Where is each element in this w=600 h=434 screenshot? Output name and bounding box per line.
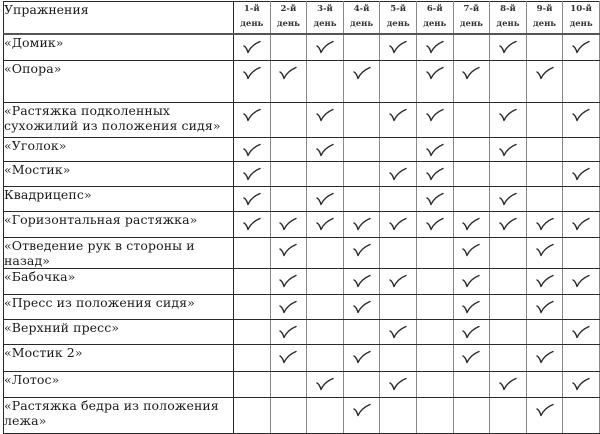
day-5-cell: [380, 34, 417, 61]
checkmark-icon: [461, 243, 481, 257]
day-6-cell: [416, 162, 453, 187]
checkmark-icon: [388, 377, 408, 391]
day-9-cell: [526, 345, 563, 372]
day-3-cell: [307, 320, 344, 345]
day-number: 5-й: [390, 4, 407, 14]
checkmark-icon: [278, 274, 298, 288]
checkmark-icon: [498, 217, 518, 231]
checkmark-icon: [352, 274, 372, 288]
day-5-cell: [380, 238, 417, 269]
day-word: день: [496, 19, 520, 29]
day-3-cell: [307, 61, 344, 103]
checkmark-icon: [461, 66, 481, 80]
day-word: день: [313, 19, 337, 29]
day-4-cell: [343, 61, 380, 103]
day-3-cell: [307, 162, 344, 187]
day-word: день: [533, 19, 557, 29]
day-7-cell: [453, 162, 490, 187]
day-header-9: [526, 2, 563, 34]
table-row: [4, 61, 600, 103]
day-6-cell: [416, 295, 453, 320]
day-8-cell: [490, 103, 527, 138]
checkmark-icon: [425, 167, 445, 181]
checkmark-icon: [498, 377, 518, 391]
day-6-cell: [416, 138, 453, 162]
checkmark-icon: [315, 217, 335, 231]
day-6-cell: [416, 269, 453, 295]
day-4-cell: [343, 103, 380, 138]
day-word: день: [386, 19, 410, 29]
table-row: [4, 398, 600, 434]
checkmark-icon: [242, 167, 262, 181]
exercise-name: «Опора»: [4, 61, 234, 103]
day-6-cell: [416, 320, 453, 345]
checkmark-icon: [242, 40, 262, 54]
checkmark-icon: [535, 66, 555, 80]
day-5-cell: [380, 320, 417, 345]
checkmark-icon: [498, 40, 518, 54]
day-9-cell: [526, 372, 563, 398]
day-1-cell: [234, 320, 271, 345]
exercise-name: «Уголок»: [4, 138, 234, 162]
checkmark-icon: [388, 167, 408, 181]
checkmark-icon: [498, 143, 518, 157]
day-2-cell: [270, 295, 307, 320]
checkmark-icon: [388, 325, 408, 339]
day-3-cell: [307, 103, 344, 138]
day-4-cell: [343, 345, 380, 372]
exercise-name: «Растяжка подколенных сухожилий из положения сидя»: [4, 103, 234, 138]
day-7-cell: [453, 372, 490, 398]
day-header-4: [343, 2, 380, 34]
checkmark-icon: [352, 300, 372, 314]
checkmark-icon: [242, 192, 262, 206]
checkmark-icon: [388, 40, 408, 54]
day-9-cell: [526, 212, 563, 238]
day-8-cell: [490, 212, 527, 238]
day-10-cell: [563, 162, 600, 187]
checkmark-icon: [535, 274, 555, 288]
checkmark-icon: [315, 377, 335, 391]
day-10-cell: [563, 103, 600, 138]
table-row: [4, 103, 600, 138]
checkmark-icon: [352, 217, 372, 231]
day-4-cell: [343, 320, 380, 345]
checkmark-icon: [535, 217, 555, 231]
checkmark-icon: [425, 66, 445, 80]
checkmark-icon: [352, 403, 372, 417]
day-5-cell: [380, 372, 417, 398]
checkmark-icon: [388, 217, 408, 231]
checkmark-icon: [571, 274, 591, 288]
day-number: 4-й: [353, 4, 370, 14]
checkmark-icon: [242, 108, 262, 122]
day-2-cell: [270, 372, 307, 398]
day-7-cell: [453, 34, 490, 61]
checkmark-icon: [388, 274, 408, 288]
day-number: 2-й: [280, 4, 297, 14]
exercise-name: «Мостик»: [4, 162, 234, 187]
exercise-name: «Бабочка»: [4, 269, 234, 295]
checkmark-icon: [352, 350, 372, 364]
day-8-cell: [490, 238, 527, 269]
day-10-cell: [563, 320, 600, 345]
day-word: день: [350, 19, 374, 29]
day-number: 10-й: [570, 4, 592, 14]
table-row: [4, 162, 600, 187]
checkmark-icon: [461, 350, 481, 364]
day-number: 3-й: [317, 4, 333, 14]
day-1-cell: [234, 269, 271, 295]
day-4-cell: [343, 238, 380, 269]
day-9-cell: [526, 238, 563, 269]
day-2-cell: [270, 162, 307, 187]
day-3-cell: [307, 372, 344, 398]
day-1-cell: [234, 162, 271, 187]
day-4-cell: [343, 34, 380, 61]
day-6-cell: [416, 238, 453, 269]
day-7-cell: [453, 345, 490, 372]
checkmark-icon: [278, 243, 298, 257]
day-3-cell: [307, 345, 344, 372]
day-5-cell: [380, 162, 417, 187]
checkmark-icon: [425, 192, 445, 206]
day-10-cell: [563, 295, 600, 320]
day-header-6: [416, 2, 453, 34]
day-2-cell: [270, 398, 307, 434]
checkmark-icon: [315, 108, 335, 122]
day-10-cell: [563, 269, 600, 295]
day-1-cell: [234, 398, 271, 434]
table-row: [4, 187, 600, 212]
day-header-10: [563, 2, 600, 34]
day-10-cell: [563, 187, 600, 212]
day-5-cell: [380, 345, 417, 372]
day-10-cell: [563, 372, 600, 398]
exercise-name: «Лотос»: [4, 372, 234, 398]
table-row: [4, 372, 600, 398]
day-1-cell: [234, 345, 271, 372]
day-6-cell: [416, 345, 453, 372]
checkmark-icon: [315, 40, 335, 54]
day-4-cell: [343, 212, 380, 238]
checkmark-icon: [315, 192, 335, 206]
checkmark-icon: [278, 325, 298, 339]
day-9-cell: [526, 269, 563, 295]
checkmark-icon: [571, 40, 591, 54]
day-1-cell: [234, 238, 271, 269]
day-4-cell: [343, 187, 380, 212]
day-word: день: [459, 19, 483, 29]
day-4-cell: [343, 138, 380, 162]
day-3-cell: [307, 138, 344, 162]
day-word: день: [276, 19, 300, 29]
day-3-cell: [307, 212, 344, 238]
day-1-cell: [234, 372, 271, 398]
day-2-cell: [270, 103, 307, 138]
day-9-cell: [526, 295, 563, 320]
exercise-name: «Мостик 2»: [4, 345, 234, 372]
day-7-cell: [453, 187, 490, 212]
day-header-1: [234, 2, 271, 34]
day-header-7: [453, 2, 490, 34]
day-8-cell: [490, 187, 527, 212]
day-8-cell: [490, 295, 527, 320]
checkmark-icon: [425, 108, 445, 122]
day-header-3: [307, 2, 344, 34]
day-8-cell: [490, 345, 527, 372]
day-7-cell: [453, 320, 490, 345]
day-5-cell: [380, 212, 417, 238]
day-header-2: [270, 2, 307, 34]
day-3-cell: [307, 295, 344, 320]
day-6-cell: [416, 187, 453, 212]
day-word: день: [423, 19, 447, 29]
checkmark-icon: [242, 66, 262, 80]
checkmark-icon: [461, 274, 481, 288]
day-8-cell: [490, 398, 527, 434]
day-6-cell: [416, 212, 453, 238]
checkmark-icon: [571, 325, 591, 339]
checkmark-icon: [352, 66, 372, 80]
day-5-cell: [380, 269, 417, 295]
day-header-8: [490, 2, 527, 34]
day-number: 7-й: [463, 4, 480, 14]
day-9-cell: [526, 187, 563, 212]
day-2-cell: [270, 212, 307, 238]
day-1-cell: [234, 295, 271, 320]
day-1-cell: [234, 187, 271, 212]
day-9-cell: [526, 34, 563, 61]
checkmark-icon: [388, 108, 408, 122]
day-10-cell: [563, 34, 600, 61]
day-2-cell: [270, 320, 307, 345]
checkmark-icon: [278, 217, 298, 231]
day-6-cell: [416, 372, 453, 398]
checkmark-icon: [461, 300, 481, 314]
day-3-cell: [307, 398, 344, 434]
checkmark-icon: [535, 403, 555, 417]
day-2-cell: [270, 269, 307, 295]
day-6-cell: [416, 61, 453, 103]
day-4-cell: [343, 269, 380, 295]
day-8-cell: [490, 320, 527, 345]
checkmark-icon: [425, 40, 445, 54]
day-7-cell: [453, 61, 490, 103]
day-4-cell: [343, 398, 380, 434]
checkmark-icon: [498, 108, 518, 122]
day-7-cell: [453, 138, 490, 162]
checkmark-icon: [278, 66, 298, 80]
day-6-cell: [416, 398, 453, 434]
table-row: [4, 212, 600, 238]
checkmark-icon: [535, 350, 555, 364]
day-2-cell: [270, 238, 307, 269]
table-row: [4, 269, 600, 295]
checkmark-icon: [571, 217, 591, 231]
checkmark-icon: [315, 143, 335, 157]
day-4-cell: [343, 162, 380, 187]
exercise-name: Квадрицепс»: [4, 187, 234, 212]
day-5-cell: [380, 61, 417, 103]
day-10-cell: [563, 345, 600, 372]
checkmark-icon: [461, 325, 481, 339]
checkmark-icon: [498, 192, 518, 206]
checkmark-icon: [242, 143, 262, 157]
day-1-cell: [234, 212, 271, 238]
day-9-cell: [526, 138, 563, 162]
exercise-name: «Растяжка бедра из положения лежа»: [4, 398, 234, 434]
day-4-cell: [343, 372, 380, 398]
day-3-cell: [307, 34, 344, 61]
day-8-cell: [490, 138, 527, 162]
checkmark-icon: [352, 243, 372, 257]
table-row: [4, 345, 600, 372]
day-number: 6-й: [426, 4, 443, 14]
exercise-name: «Пресс из положения сидя»: [4, 295, 234, 320]
day-8-cell: [490, 269, 527, 295]
checkmark-icon: [571, 108, 591, 122]
day-header-5: [380, 2, 417, 34]
day-4-cell: [343, 295, 380, 320]
day-3-cell: [307, 238, 344, 269]
table-row: [4, 295, 600, 320]
day-2-cell: [270, 187, 307, 212]
day-3-cell: [307, 269, 344, 295]
day-5-cell: [380, 398, 417, 434]
day-9-cell: [526, 162, 563, 187]
day-2-cell: [270, 61, 307, 103]
day-3-cell: [307, 187, 344, 212]
day-6-cell: [416, 103, 453, 138]
checkmark-icon: [535, 243, 555, 257]
day-1-cell: [234, 103, 271, 138]
checkmark-icon: [242, 217, 262, 231]
table-row: [4, 34, 600, 61]
exercise-name: «Отведение рук в стороны и назад»: [4, 238, 234, 269]
day-word: день: [240, 19, 264, 29]
day-5-cell: [380, 187, 417, 212]
day-5-cell: [380, 138, 417, 162]
day-1-cell: [234, 61, 271, 103]
checkmark-icon: [278, 350, 298, 364]
day-number: 1-й: [243, 4, 260, 14]
checkmark-icon: [425, 143, 445, 157]
day-8-cell: [490, 61, 527, 103]
table-row: [4, 320, 600, 345]
day-2-cell: [270, 138, 307, 162]
day-1-cell: [234, 138, 271, 162]
checkmark-icon: [535, 300, 555, 314]
checkmark-icon: [571, 167, 591, 181]
day-8-cell: [490, 34, 527, 61]
day-10-cell: [563, 398, 600, 434]
day-6-cell: [416, 34, 453, 61]
day-10-cell: [563, 138, 600, 162]
day-7-cell: [453, 269, 490, 295]
day-10-cell: [563, 61, 600, 103]
day-5-cell: [380, 295, 417, 320]
table-row: [4, 238, 600, 269]
checkmark-icon: [461, 217, 481, 231]
exercise-column-header: Упражнения: [4, 2, 234, 34]
exercise-name: «Горизонтальная растяжка»: [4, 212, 234, 238]
day-9-cell: [526, 398, 563, 434]
day-5-cell: [380, 103, 417, 138]
day-9-cell: [526, 320, 563, 345]
day-7-cell: [453, 212, 490, 238]
day-2-cell: [270, 34, 307, 61]
checkmark-icon: [278, 300, 298, 314]
schedule-body: [4, 34, 600, 434]
exercise-name: «Домик»: [4, 34, 234, 61]
day-9-cell: [526, 103, 563, 138]
day-2-cell: [270, 345, 307, 372]
checkmark-icon: [425, 217, 445, 231]
day-word: день: [569, 19, 593, 29]
table-row: [4, 138, 600, 162]
day-8-cell: [490, 162, 527, 187]
day-10-cell: [563, 212, 600, 238]
exercise-name: «Верхний пресс»: [4, 320, 234, 345]
day-7-cell: [453, 295, 490, 320]
day-10-cell: [563, 238, 600, 269]
day-7-cell: [453, 238, 490, 269]
header-row: [4, 2, 600, 34]
day-number: 9-й: [536, 4, 553, 14]
day-number: 8-й: [500, 4, 516, 14]
day-1-cell: [234, 34, 271, 61]
day-8-cell: [490, 372, 527, 398]
exercise-schedule-table: [3, 1, 600, 434]
day-9-cell: [526, 61, 563, 103]
day-7-cell: [453, 103, 490, 138]
day-7-cell: [453, 398, 490, 434]
checkmark-icon: [571, 377, 591, 391]
